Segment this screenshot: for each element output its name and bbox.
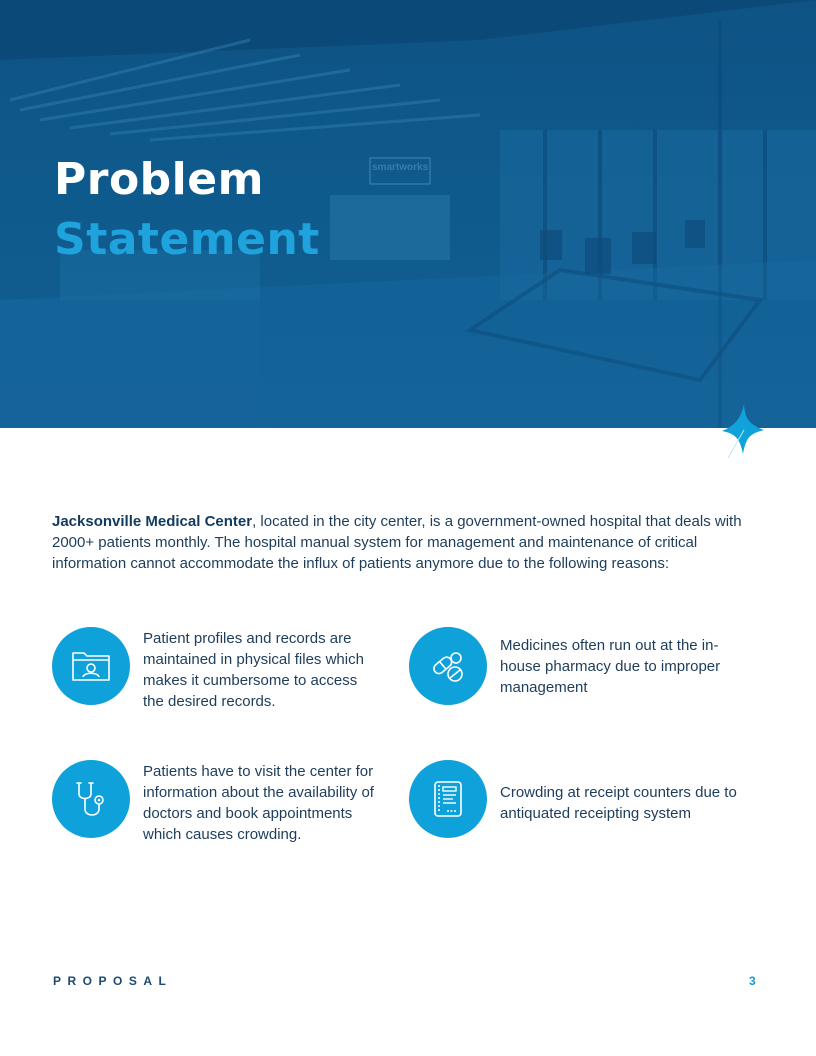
icon-badge bbox=[409, 627, 487, 705]
icon-badge bbox=[409, 760, 487, 838]
feature-text: Patient profiles and records are maintained in physical files which makes it cumbersome to access the desired records. bbox=[143, 630, 364, 710]
page-number: 3 bbox=[749, 974, 756, 988]
icon-badge bbox=[52, 760, 130, 838]
footer-label: PROPOSAL bbox=[53, 974, 173, 988]
reception-sign: smartworks bbox=[372, 162, 429, 173]
pills-icon bbox=[426, 644, 470, 688]
intro-paragraph bbox=[52, 511, 762, 574]
organization-name: Jacksonville Medical Center bbox=[52, 513, 253, 530]
feature-text: Medicines often run out at the in-house pharmacy due to improper management bbox=[500, 637, 721, 696]
feature-text: Crowding at receipt counters due to antiquated receipting system bbox=[500, 784, 737, 822]
sparkle-star-icon bbox=[716, 400, 776, 460]
icon-badge bbox=[52, 627, 130, 705]
receipt-icon bbox=[426, 777, 470, 821]
stethoscope-icon bbox=[69, 777, 113, 821]
intro-body: , located in the city center, is a government-owned hospital that deals with 2000+ patients monthly. The hospital manual system for management and maintenance of critical information cannot accommodate the influx of patients anymore due to the following reasons: bbox=[52, 513, 742, 572]
page-title bbox=[54, 150, 320, 270]
feature-text: Patients have to visit the center for information about the availability of doctors and book appointments which causes crowding. bbox=[143, 763, 374, 843]
folder-user-icon bbox=[69, 644, 113, 688]
title-line-problem: Problem bbox=[54, 154, 264, 205]
title-line-statement: Statement bbox=[54, 214, 320, 265]
